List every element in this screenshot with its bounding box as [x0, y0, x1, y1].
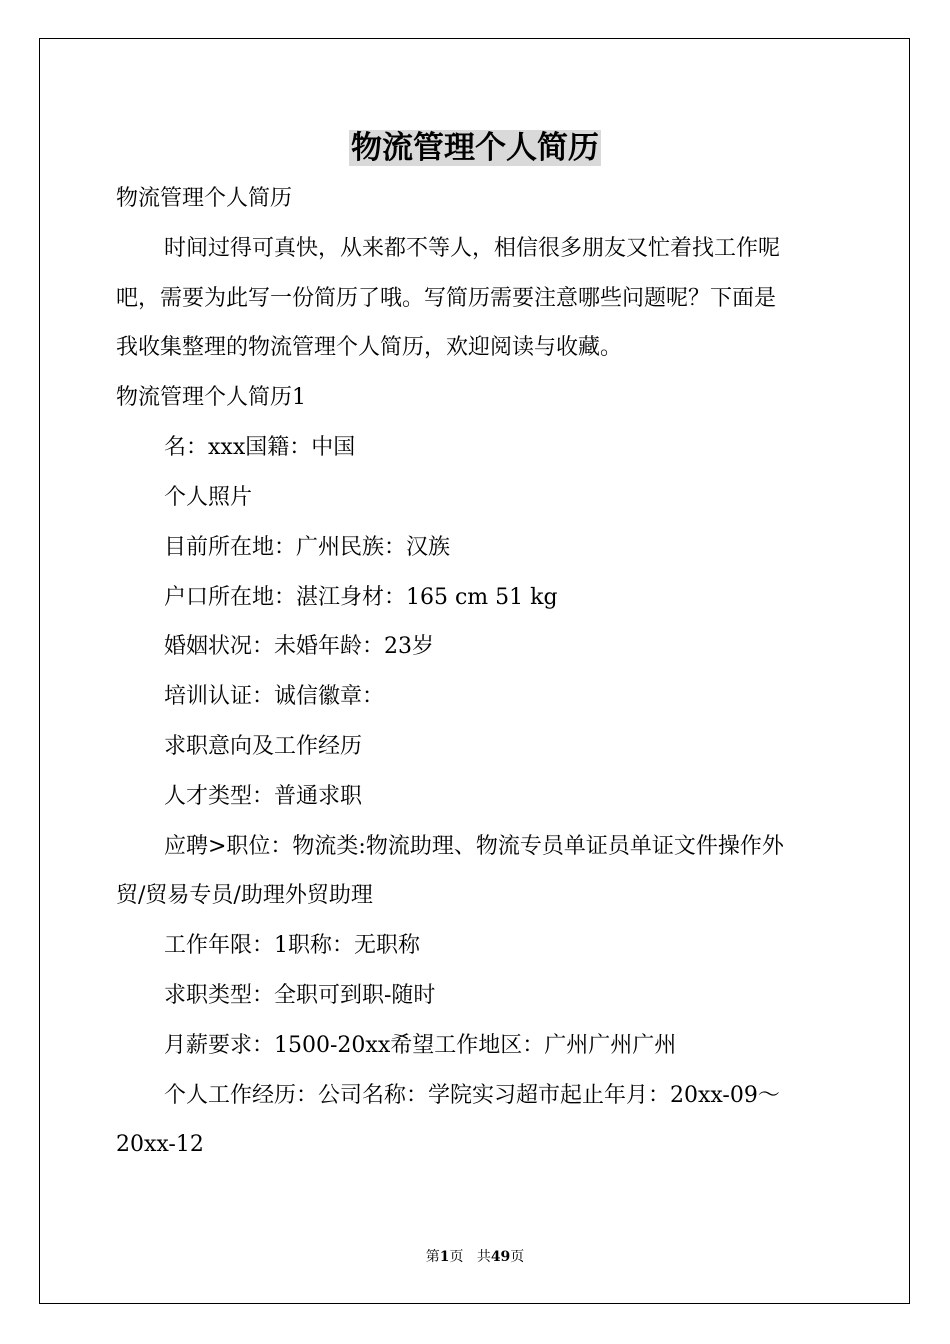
- document-title: [0, 126, 950, 170]
- position-line-1: 应聘>职位：物流类:物流助理、物流专员单证员单证文件操作外: [164, 834, 784, 859]
- experience-line-1: 个人工作经历：公司名称：学院实习超市起止年月：20xx-09～: [164, 1083, 780, 1108]
- section-heading: 物流管理个人简历1: [116, 385, 306, 410]
- intro-line-2: 吧，需要为此写一份简历了哦。写简历需要注意哪些问题呢？下面是: [116, 286, 777, 311]
- talent-type-line: 人才类型：普通求职: [164, 784, 363, 809]
- years-line: 工作年限：1职称：无职称: [164, 933, 420, 958]
- name-nationality-line: 名：xxx国籍：中国: [164, 435, 356, 460]
- position-line-2: 贸/贸易专员/助理外贸助理: [116, 883, 373, 908]
- intent-heading: 求职意向及工作经历: [164, 734, 363, 759]
- intro-line-1: 时间过得可真快，从来都不等人，相信很多朋友又忙着找工作呢: [164, 236, 781, 261]
- training-line: 培训认证：诚信徽章：: [164, 684, 385, 709]
- photo-line: 个人照片: [164, 485, 253, 510]
- footer-page-number: 1: [439, 1249, 450, 1265]
- footer-total-prefix: 共: [476, 1249, 491, 1265]
- footer-page-unit: 页: [449, 1249, 464, 1265]
- footer-page-prefix: 第: [425, 1249, 440, 1265]
- job-type-line: 求职类型：全职可到职-随时: [164, 983, 436, 1008]
- hukou-line: 户口所在地：湛江身材：165 cm 51 kg: [164, 585, 558, 610]
- experience-line-2: 20xx-12: [116, 1132, 204, 1157]
- salary-line: 月薪要求：1500-20xx希望工作地区：广州广州广州: [164, 1033, 677, 1058]
- location-line: 目前所在地：广州民族：汉族: [164, 535, 451, 560]
- intro-line-3: 我收集整理的物流管理个人简历，欢迎阅读与收藏。: [116, 335, 623, 360]
- document-title-text: 物流管理个人简历: [351, 130, 599, 166]
- footer-total-number: 49: [490, 1249, 511, 1265]
- footer-total-unit: 页: [510, 1249, 525, 1265]
- marital-line: 婚姻状况：未婚年龄：23岁: [164, 634, 434, 659]
- page-footer: [0, 1247, 950, 1267]
- page-border: [39, 38, 910, 1304]
- subtitle-line: 物流管理个人简历: [116, 186, 293, 211]
